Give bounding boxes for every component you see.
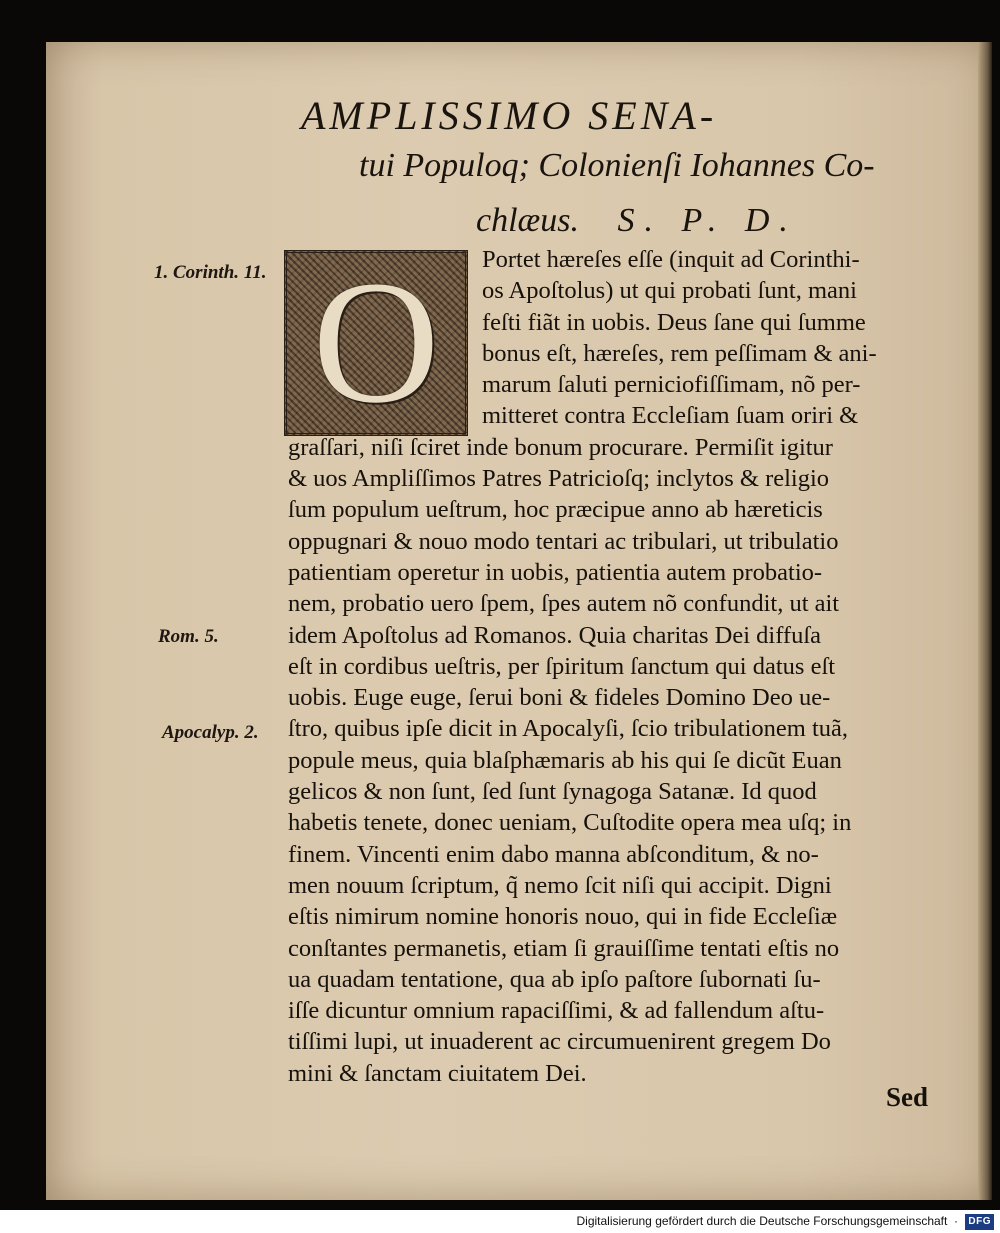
body-line: marum ſaluti perniciofiſſimam, nõ per- xyxy=(482,371,861,399)
body-line: nem, probatio uero ſpem, ſpes autem nõ confundit, ut ait xyxy=(288,590,840,618)
body-line: uobis. Euge euge, ſerui boni & fideles Domino Deo ue- xyxy=(288,684,831,712)
page-edge-shadow xyxy=(978,42,992,1200)
title-line-1: AMPLISSIMO SENA- xyxy=(301,93,718,138)
body-line: eſt in cordibus ueſtris, per ſpiritum ſanctum qui datus eſt xyxy=(288,652,836,680)
body-line: gelicos & non ſunt, ſed ſunt ſynagoga Satanæ. Id quod xyxy=(288,778,817,806)
body-line: eſtis nimirum nomine honoris nouo, qui in fide Eccleſiæ xyxy=(288,903,838,931)
body-line: & uos Ampliſſimos Patres Patricioſq; inclytos & religio xyxy=(288,465,830,493)
body-line: feſti fiãt in uobis. Deus ſane qui ſumme xyxy=(482,308,866,336)
digitization-footer xyxy=(0,1210,1000,1233)
body-line: finem. Vincenti enim dabo manna abſconditum, & no- xyxy=(288,840,819,868)
greeting-spd: S. P. D. xyxy=(617,202,798,239)
body-line: bonus eſt, hæreſes, rem peſſimam & ani- xyxy=(482,339,877,367)
body-line: oppugnari & nouo modo tentari ac tribulari, ut tribulatio xyxy=(288,527,839,555)
body-line: graſſari, niſi ſciret inde bonum procurare. Permiſit igitur xyxy=(288,433,833,461)
body-line: ua quadam tentatione, qua ab ipſo paſtore ſubornati ſu- xyxy=(288,965,821,993)
margin-note-corinth: 1. Corinth. 11. xyxy=(154,262,267,283)
body-line: ſtro, quibus ipſe dicit in Apocalyſi, ſcio tribulationem tuã, xyxy=(288,715,849,743)
funding-credit: Digitalisierung gefördert durch die Deutsche Forschungsgemeinschaft xyxy=(576,1214,948,1229)
body-line: ſum populum ueſtrum, hoc præcipue anno ab hæreticis xyxy=(288,496,823,524)
body-line: os Apoſtolus) ut qui probati ſunt, mani xyxy=(482,277,857,305)
body-line: tiſſimi lupi, ut inuaderent ac circumuenirent gregem Do xyxy=(288,1028,831,1056)
body-line: habetis tenete, donec ueniam, Cuſtodite opera mea uſq; in xyxy=(288,809,852,837)
body-line: mini & ſanctam ciuitatem Dei. xyxy=(288,1059,587,1087)
title-line-3 xyxy=(476,202,876,240)
footer-separator: · xyxy=(950,1214,959,1229)
body-line: Portet hæreſes eſſe (inquit ad Corinthi- xyxy=(482,246,860,273)
dfg-logo: DFG xyxy=(965,1214,994,1230)
book-page xyxy=(46,42,992,1200)
body-line: mitteret contra Eccleſiam ſuam oriri & xyxy=(482,402,859,430)
body-line: patientiam operetur in uobis, patientia autem probatio- xyxy=(288,558,823,586)
body-line: idem Apoſtolus ad Romanos. Quia charitas Dei diffuſa xyxy=(288,621,822,649)
body-line: iſſe dicuntur omnium rapaciſſimi, & ad fallendum aſtu- xyxy=(288,997,825,1025)
author-name-end: chlæus. xyxy=(476,202,579,239)
title-line-2: tui Populoq; Colonienſi Iohannes Co- xyxy=(359,147,875,184)
body-line: men nouum ſcriptum, q̃ nemo ſcit niſi qui accipit. Digni xyxy=(288,871,832,899)
margin-note-apocalypse: Apocalyp. 2. xyxy=(162,722,259,743)
catchword: Sed xyxy=(886,1082,929,1112)
letter-body xyxy=(288,244,938,1089)
initial-letter: O xyxy=(312,245,440,440)
body-line: popule meus, quia blaſphæmaris ab his qui ſe dicũt Euan xyxy=(288,746,842,774)
body-line: conſtantes permanetis, etiam ſi grauiſſime tentati eſtis no xyxy=(288,934,840,962)
margin-note-romans: Rom. 5. xyxy=(158,626,219,647)
